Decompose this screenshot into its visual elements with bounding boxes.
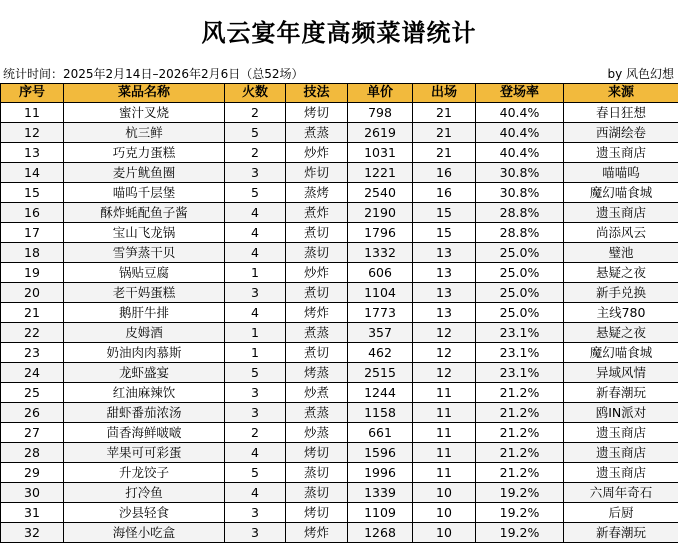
cell-rate: 21.2% bbox=[476, 423, 564, 443]
cell-technique: 烤切 bbox=[286, 503, 348, 523]
cell-index: 11 bbox=[1, 103, 64, 123]
cell-rate: 30.8% bbox=[476, 183, 564, 203]
cell-dish: 蜜汁叉烧 bbox=[64, 103, 225, 123]
cell-index: 12 bbox=[1, 123, 64, 143]
cell-index: 21 bbox=[1, 303, 64, 323]
cell-dish: 麦片鱿鱼圈 bbox=[64, 163, 225, 183]
cell-appearances: 15 bbox=[413, 203, 476, 223]
table-row bbox=[1, 483, 678, 503]
cell-appearances: 21 bbox=[413, 123, 476, 143]
cell-dish: 锅贴豆腐 bbox=[64, 263, 225, 283]
table-row bbox=[1, 403, 678, 423]
table-row bbox=[1, 103, 678, 123]
table-row bbox=[1, 263, 678, 283]
table-row bbox=[1, 143, 678, 163]
cell-fire: 4 bbox=[225, 483, 286, 503]
cell-technique: 烤炸 bbox=[286, 523, 348, 543]
cell-dish: 茴香海鲜啵啵 bbox=[64, 423, 225, 443]
cell-rate: 23.1% bbox=[476, 343, 564, 363]
cell-price: 2515 bbox=[348, 363, 413, 383]
cell-technique: 炒蒸 bbox=[286, 423, 348, 443]
cell-dish: 杭三鲜 bbox=[64, 123, 225, 143]
cell-dish: 雪笋蒸干贝 bbox=[64, 243, 225, 263]
cell-index: 28 bbox=[1, 443, 64, 463]
cell-source: 新手兑换 bbox=[564, 283, 678, 303]
cell-rate: 25.0% bbox=[476, 283, 564, 303]
cell-rate: 21.2% bbox=[476, 403, 564, 423]
col-header-fire: 火数 bbox=[225, 84, 286, 103]
cell-dish: 龙虾盛宴 bbox=[64, 363, 225, 383]
cell-technique: 蒸切 bbox=[286, 463, 348, 483]
cell-index: 24 bbox=[1, 363, 64, 383]
page-title: 风云宴年度高频菜谱统计 bbox=[201, 18, 477, 47]
cell-source: 新春潮玩 bbox=[564, 523, 678, 543]
cell-technique: 炒炸 bbox=[286, 143, 348, 163]
table-row bbox=[1, 203, 678, 223]
cell-source: 后厨 bbox=[564, 503, 678, 523]
recipe-table bbox=[0, 83, 678, 543]
cell-fire: 3 bbox=[225, 163, 286, 183]
cell-appearances: 12 bbox=[413, 323, 476, 343]
table-row bbox=[1, 363, 678, 383]
cell-source: 遗玉商店 bbox=[564, 423, 678, 443]
stat-period: 统计时间：2025年2月14日–2026年2月6日（总52场） bbox=[3, 67, 304, 81]
cell-source: 春日狂想 bbox=[564, 103, 678, 123]
cell-rate: 19.2% bbox=[476, 503, 564, 523]
cell-technique: 煮炸 bbox=[286, 203, 348, 223]
cell-price: 1796 bbox=[348, 223, 413, 243]
cell-dish: 苹果可可彩蛋 bbox=[64, 443, 225, 463]
cell-appearances: 11 bbox=[413, 403, 476, 423]
cell-fire: 5 bbox=[225, 123, 286, 143]
cell-price: 798 bbox=[348, 103, 413, 123]
cell-source: 尚添风云 bbox=[564, 223, 678, 243]
cell-rate: 25.0% bbox=[476, 303, 564, 323]
cell-dish: 巧克力蛋糕 bbox=[64, 143, 225, 163]
cell-rate: 21.2% bbox=[476, 463, 564, 483]
col-header-source: 来源 bbox=[564, 84, 678, 103]
cell-index: 32 bbox=[1, 523, 64, 543]
cell-source: 鸥IN派对 bbox=[564, 403, 678, 423]
cell-dish: 红油麻辣饮 bbox=[64, 383, 225, 403]
table-row bbox=[1, 443, 678, 463]
cell-price: 1109 bbox=[348, 503, 413, 523]
cell-price: 2540 bbox=[348, 183, 413, 203]
cell-index: 14 bbox=[1, 163, 64, 183]
cell-appearances: 15 bbox=[413, 223, 476, 243]
cell-rate: 19.2% bbox=[476, 483, 564, 503]
cell-technique: 烤切 bbox=[286, 103, 348, 123]
table-row bbox=[1, 343, 678, 363]
cell-technique: 烤切 bbox=[286, 443, 348, 463]
cell-appearances: 11 bbox=[413, 463, 476, 483]
cell-appearances: 13 bbox=[413, 243, 476, 263]
cell-rate: 19.2% bbox=[476, 523, 564, 543]
cell-technique: 蒸烤 bbox=[286, 183, 348, 203]
cell-price: 606 bbox=[348, 263, 413, 283]
cell-technique: 煮切 bbox=[286, 223, 348, 243]
cell-fire: 3 bbox=[225, 403, 286, 423]
cell-index: 26 bbox=[1, 403, 64, 423]
cell-price: 357 bbox=[348, 323, 413, 343]
cell-fire: 4 bbox=[225, 223, 286, 243]
cell-appearances: 11 bbox=[413, 383, 476, 403]
cell-dish: 升龙饺子 bbox=[64, 463, 225, 483]
cell-appearances: 16 bbox=[413, 163, 476, 183]
cell-price: 1031 bbox=[348, 143, 413, 163]
cell-dish: 沙县轻食 bbox=[64, 503, 225, 523]
cell-appearances: 16 bbox=[413, 183, 476, 203]
cell-rate: 28.8% bbox=[476, 223, 564, 243]
cell-source: 六周年奇石 bbox=[564, 483, 678, 503]
cell-dish: 皮姆酒 bbox=[64, 323, 225, 343]
cell-price: 1158 bbox=[348, 403, 413, 423]
cell-dish: 酥炸蚝配鱼子酱 bbox=[64, 203, 225, 223]
table-row bbox=[1, 243, 678, 263]
cell-rate: 23.1% bbox=[476, 363, 564, 383]
col-header-index: 序号 bbox=[1, 84, 64, 103]
table-row bbox=[1, 223, 678, 243]
cell-price: 2619 bbox=[348, 123, 413, 143]
cell-source: 魔幻喵食城 bbox=[564, 343, 678, 363]
cell-index: 23 bbox=[1, 343, 64, 363]
cell-appearances: 13 bbox=[413, 283, 476, 303]
col-header-dish: 菜品名称 bbox=[64, 84, 225, 103]
cell-technique: 煮蒸 bbox=[286, 323, 348, 343]
cell-technique: 炒煮 bbox=[286, 383, 348, 403]
cell-fire: 1 bbox=[225, 263, 286, 283]
cell-source: 魔幻喵食城 bbox=[564, 183, 678, 203]
cell-index: 25 bbox=[1, 383, 64, 403]
cell-fire: 4 bbox=[225, 443, 286, 463]
author-credit: by 风色幻想 bbox=[607, 67, 674, 81]
cell-fire: 2 bbox=[225, 423, 286, 443]
cell-dish: 老干妈蛋糕 bbox=[64, 283, 225, 303]
cell-technique: 煮蒸 bbox=[286, 403, 348, 423]
table-body bbox=[1, 103, 678, 543]
cell-dish: 打冷鱼 bbox=[64, 483, 225, 503]
cell-technique: 煮切 bbox=[286, 283, 348, 303]
col-header-technique: 技法 bbox=[286, 84, 348, 103]
cell-rate: 40.4% bbox=[476, 123, 564, 143]
cell-fire: 4 bbox=[225, 203, 286, 223]
cell-source: 悬疑之夜 bbox=[564, 263, 678, 283]
cell-source: 遗玉商店 bbox=[564, 443, 678, 463]
cell-appearances: 12 bbox=[413, 363, 476, 383]
cell-rate: 21.2% bbox=[476, 383, 564, 403]
cell-index: 16 bbox=[1, 203, 64, 223]
cell-price: 1268 bbox=[348, 523, 413, 543]
table-row bbox=[1, 283, 678, 303]
cell-index: 18 bbox=[1, 243, 64, 263]
cell-index: 15 bbox=[1, 183, 64, 203]
table-row bbox=[1, 463, 678, 483]
table-row bbox=[1, 303, 678, 323]
cell-fire: 5 bbox=[225, 463, 286, 483]
cell-price: 1596 bbox=[348, 443, 413, 463]
col-header-price: 单价 bbox=[348, 84, 413, 103]
table-row bbox=[1, 163, 678, 183]
col-header-rate: 登场率 bbox=[476, 84, 564, 103]
cell-rate: 40.4% bbox=[476, 103, 564, 123]
cell-rate: 40.4% bbox=[476, 143, 564, 163]
cell-appearances: 10 bbox=[413, 503, 476, 523]
table-row bbox=[1, 503, 678, 523]
cell-price: 1996 bbox=[348, 463, 413, 483]
cell-index: 17 bbox=[1, 223, 64, 243]
cell-rate: 21.2% bbox=[476, 443, 564, 463]
cell-index: 31 bbox=[1, 503, 64, 523]
cell-rate: 30.8% bbox=[476, 163, 564, 183]
table-row bbox=[1, 423, 678, 443]
cell-appearances: 11 bbox=[413, 443, 476, 463]
cell-source: 遗玉商店 bbox=[564, 463, 678, 483]
cell-fire: 1 bbox=[225, 343, 286, 363]
cell-dish: 海怪小吃盒 bbox=[64, 523, 225, 543]
cell-technique: 烤炸 bbox=[286, 303, 348, 323]
cell-technique: 蒸切 bbox=[286, 243, 348, 263]
cell-rate: 25.0% bbox=[476, 263, 564, 283]
cell-fire: 2 bbox=[225, 103, 286, 123]
cell-price: 1104 bbox=[348, 283, 413, 303]
table-row bbox=[1, 183, 678, 203]
cell-source: 璧池 bbox=[564, 243, 678, 263]
cell-technique: 煮蒸 bbox=[286, 123, 348, 143]
cell-source: 喵喵呜 bbox=[564, 163, 678, 183]
cell-dish: 宝山飞龙锅 bbox=[64, 223, 225, 243]
cell-dish: 喵呜千层堡 bbox=[64, 183, 225, 203]
cell-dish: 鹅肝牛排 bbox=[64, 303, 225, 323]
cell-price: 1339 bbox=[348, 483, 413, 503]
cell-source: 异域风情 bbox=[564, 363, 678, 383]
cell-technique: 炸切 bbox=[286, 163, 348, 183]
cell-fire: 4 bbox=[225, 243, 286, 263]
cell-index: 29 bbox=[1, 463, 64, 483]
cell-appearances: 21 bbox=[413, 103, 476, 123]
cell-source: 遗玉商店 bbox=[564, 143, 678, 163]
cell-appearances: 10 bbox=[413, 483, 476, 503]
cell-index: 13 bbox=[1, 143, 64, 163]
cell-source: 西湖绘卷 bbox=[564, 123, 678, 143]
cell-price: 1332 bbox=[348, 243, 413, 263]
cell-index: 22 bbox=[1, 323, 64, 343]
cell-price: 462 bbox=[348, 343, 413, 363]
cell-appearances: 10 bbox=[413, 523, 476, 543]
cell-fire: 1 bbox=[225, 323, 286, 343]
cell-fire: 4 bbox=[225, 303, 286, 323]
cell-index: 30 bbox=[1, 483, 64, 503]
cell-appearances: 13 bbox=[413, 263, 476, 283]
cell-index: 27 bbox=[1, 423, 64, 443]
cell-fire: 3 bbox=[225, 283, 286, 303]
cell-index: 19 bbox=[1, 263, 64, 283]
cell-technique: 煮切 bbox=[286, 343, 348, 363]
cell-fire: 3 bbox=[225, 523, 286, 543]
cell-appearances: 13 bbox=[413, 303, 476, 323]
cell-fire: 2 bbox=[225, 143, 286, 163]
cell-fire: 5 bbox=[225, 183, 286, 203]
cell-source: 遗玉商店 bbox=[564, 203, 678, 223]
cell-index: 20 bbox=[1, 283, 64, 303]
cell-appearances: 21 bbox=[413, 143, 476, 163]
cell-source: 新春潮玩 bbox=[564, 383, 678, 403]
cell-dish: 奶油肉肉慕斯 bbox=[64, 343, 225, 363]
cell-fire: 5 bbox=[225, 363, 286, 383]
cell-technique: 烤蒸 bbox=[286, 363, 348, 383]
cell-appearances: 12 bbox=[413, 343, 476, 363]
cell-technique: 炒炸 bbox=[286, 263, 348, 283]
col-header-appearances: 出场 bbox=[413, 84, 476, 103]
cell-fire: 3 bbox=[225, 383, 286, 403]
cell-rate: 23.1% bbox=[476, 323, 564, 343]
cell-source: 悬疑之夜 bbox=[564, 323, 678, 343]
table-row bbox=[1, 383, 678, 403]
cell-price: 661 bbox=[348, 423, 413, 443]
header-row bbox=[1, 84, 678, 103]
cell-fire: 3 bbox=[225, 503, 286, 523]
cell-price: 2190 bbox=[348, 203, 413, 223]
cell-appearances: 11 bbox=[413, 423, 476, 443]
table-row bbox=[1, 523, 678, 543]
cell-dish: 甜虾番茄浓汤 bbox=[64, 403, 225, 423]
cell-technique: 蒸切 bbox=[286, 483, 348, 503]
cell-rate: 28.8% bbox=[476, 203, 564, 223]
cell-price: 1773 bbox=[348, 303, 413, 323]
cell-source: 主线780 bbox=[564, 303, 678, 323]
cell-price: 1221 bbox=[348, 163, 413, 183]
cell-price: 1244 bbox=[348, 383, 413, 403]
table-row bbox=[1, 323, 678, 343]
meta-bar bbox=[0, 66, 678, 83]
table-row bbox=[1, 123, 678, 143]
cell-rate: 25.0% bbox=[476, 243, 564, 263]
